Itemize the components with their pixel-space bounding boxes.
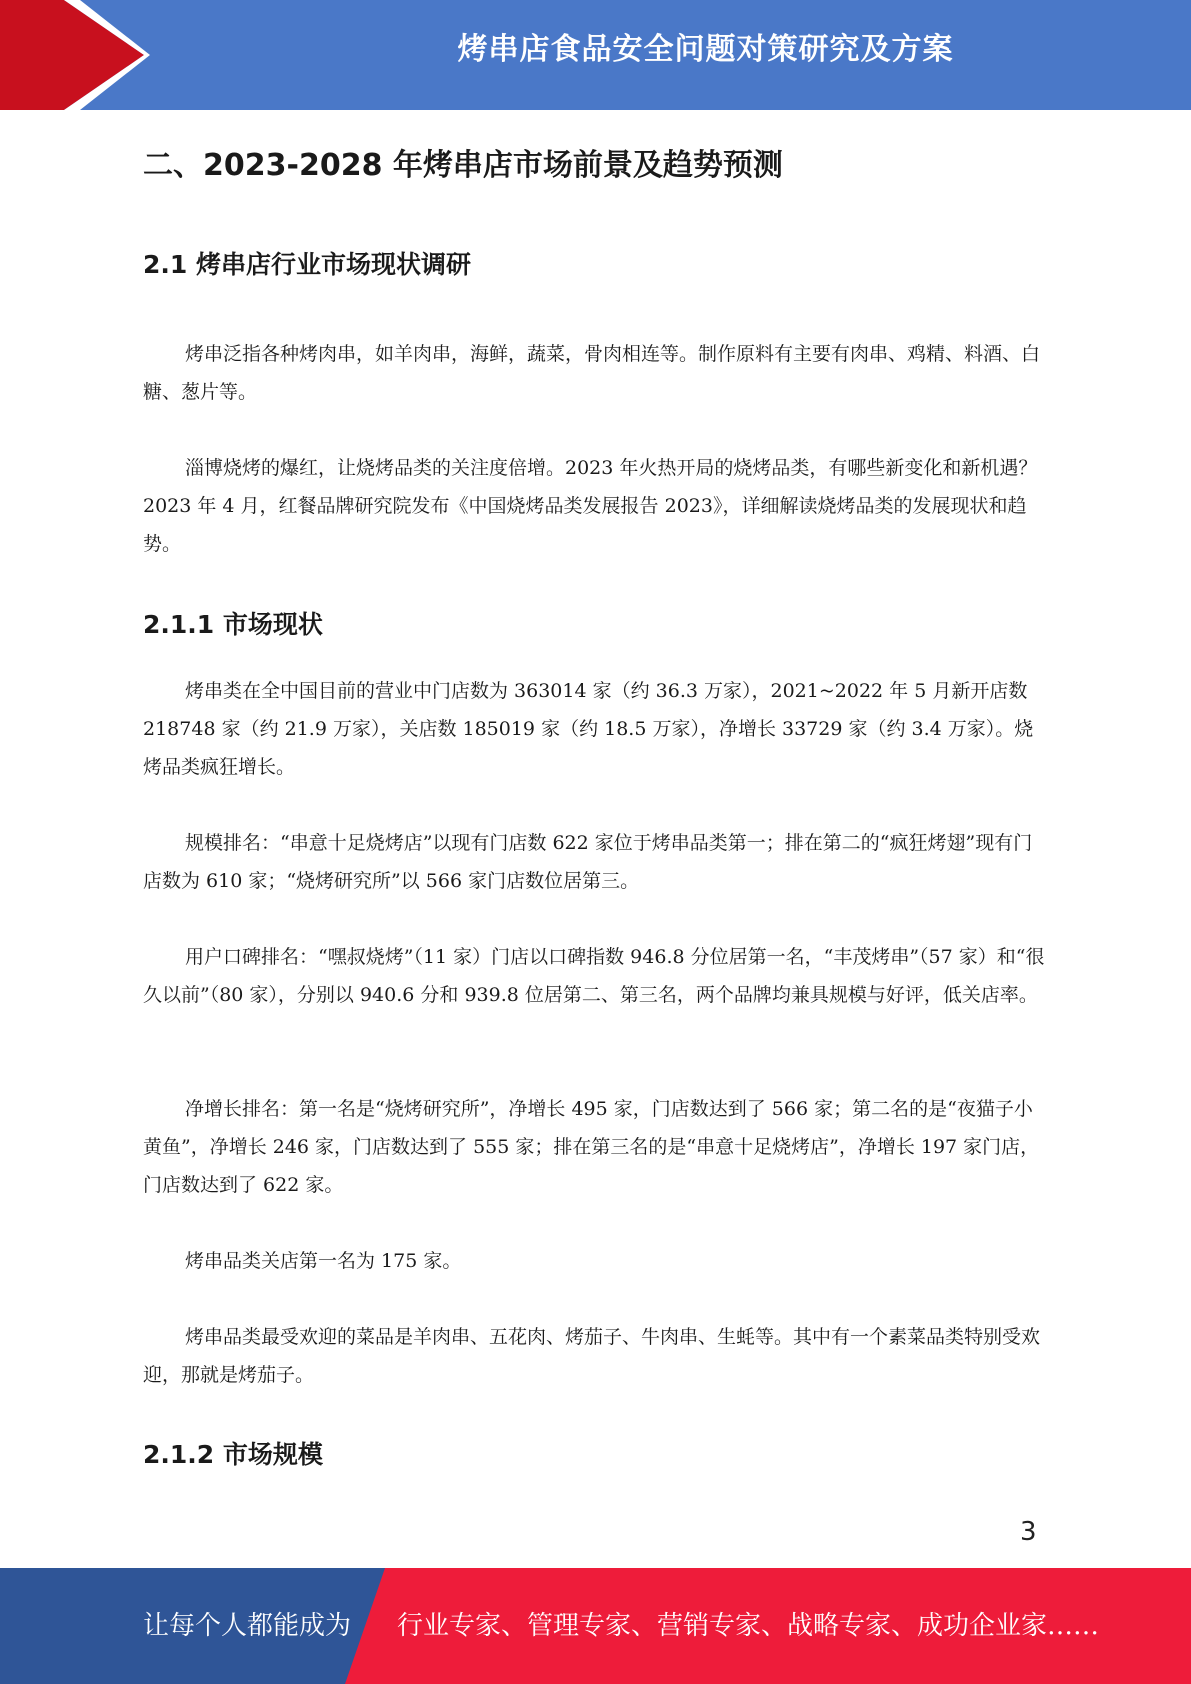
subsection-heading-2-1-1: 2.1.1 市场现状 [143, 610, 323, 639]
paragraph-zibo-bbq: 淄博烧烤的爆红，让烧烤品类的关注度倍增。2023 年火热开局的烧烤品类，有哪些新变化和新机遇？2023 年 4 月，红餐品牌研究院发布《中国烧烤品类发展报告 2023》，详细解读烧烤品类的发展现状和趋势。 [143, 457, 1038, 555]
paragraph-popular-dishes: 烤串品类最受欢迎的菜品是羊肉串、五花肉、烤茄子、牛肉串、生蚝等。其中有一个素菜品类特别受欢迎，那就是烤茄子。 [143, 1326, 1041, 1386]
footer-banner [0, 1568, 1191, 1684]
paragraph-reputation-ranking: 用户口碑排名：“嘿叔烧烤”（11 家）门店以口碑指数 946.8 分位居第一名，“丰茂烤串”（57 家）和“很久以前”（80 家），分别以 940.6 分和 939.8 位居第二、第三名，两个品牌均兼具规模与好评，低关店率。 [143, 946, 1045, 1006]
document-title: 烤串店食品安全问题对策研究及方案 [457, 32, 954, 67]
footer-slogan-right: 行业专家、管理专家、营销专家、战略专家、成功企业家…… [397, 1611, 1100, 1641]
paragraph-market-status: 烤串类在全中国目前的营业中门店数为 363014 家（约 36.3 万家），2021~2022 年 5 月新开店数 218748 家（约 21.9 万家），关店数 185019 家（约 18.5 万家），净增长 33729 家（约 3.4 万家）。烧烤品类疯狂增长。 [143, 680, 1034, 778]
paragraph-definition: 烤串泛指各种烤肉串，如羊肉串，海鲜，蔬菜，骨肉相连等。制作原料有主要有肉串、鸡精、料酒、白糖、葱片等。 [143, 343, 1041, 403]
subsection-heading-2-1: 2.1 烤串店行业市场现状调研 [143, 250, 471, 279]
subsection-heading-2-1-2: 2.1.2 市场规模 [143, 1440, 323, 1469]
paragraph-net-growth-ranking: 净增长排名：第一名是“烧烤研究所”，净增长 495 家，门店数达到了 566 家；第二名的是“夜猫子小黄鱼”，净增长 246 家，门店数达到了 555 家；排在第三名的是“串意十足烧烤店”，净增长 197 家门店，门店数达到了 622 家。 [143, 1098, 1040, 1196]
paragraph-scale-ranking: 规模排名：“串意十足烧烤店”以现有门店数 622 家位于烤串品类第一；排在第二的“疯狂烤翅”现有门店数为 610 家；“烧烤研究所”以 566 家门店数位居第三。 [143, 832, 1033, 892]
header-banner [0, 0, 1191, 110]
section-heading: 二、2023-2028 年烤串店市场前景及趋势预测 [143, 148, 783, 183]
footer-slogan-left: 让每个人都能成为 [143, 1611, 352, 1641]
paragraph-closures: 烤串品类关店第一名为 175 家。 [185, 1250, 462, 1272]
header-red-chevron-decoration [0, 0, 160, 110]
page-number: 3 [1020, 1517, 1037, 1547]
